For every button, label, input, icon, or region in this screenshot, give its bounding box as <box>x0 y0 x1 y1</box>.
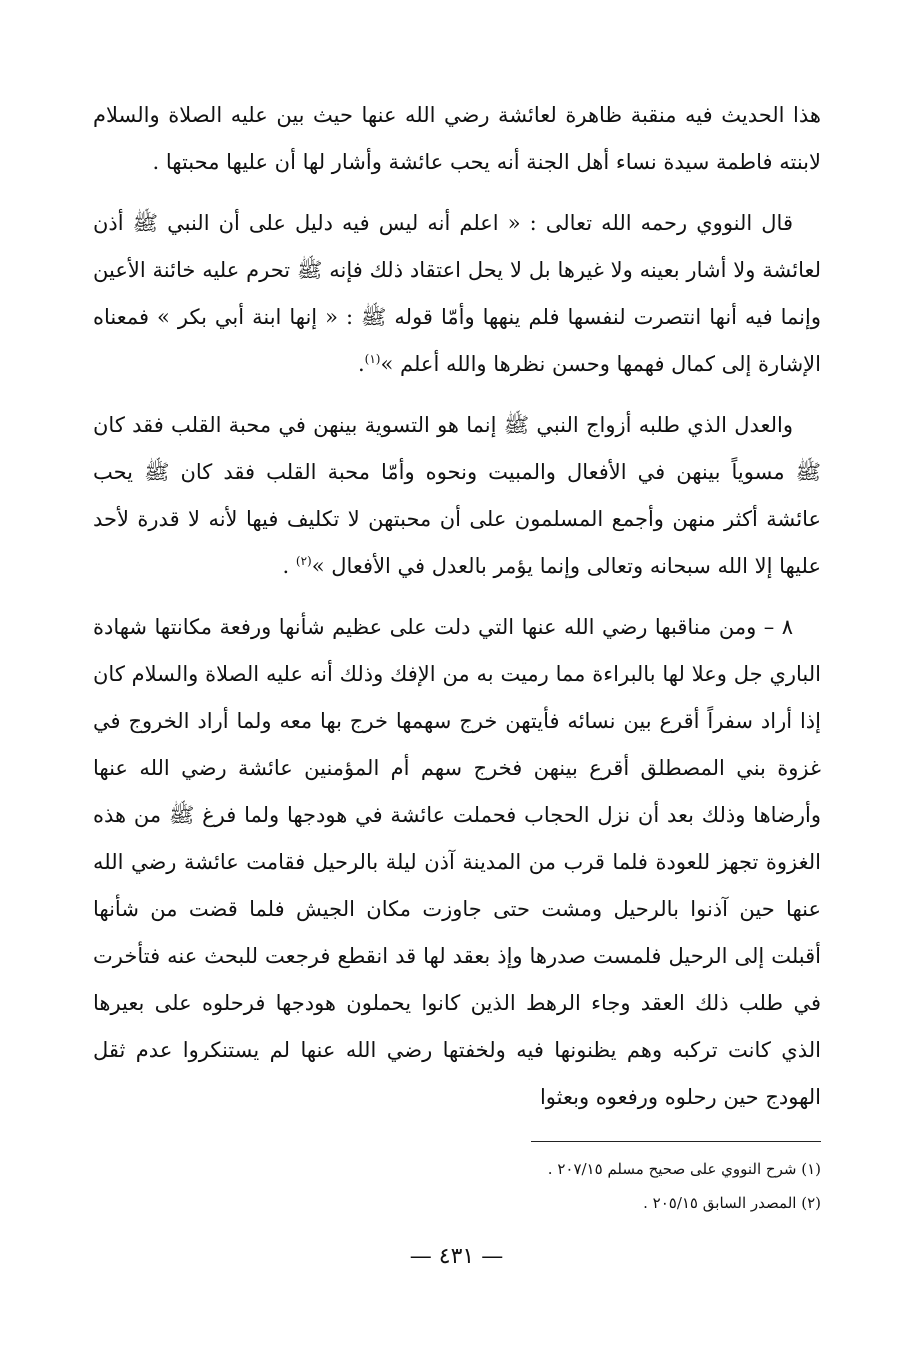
paragraph-4-text: ٨ – ومن مناقبها رضي الله عنها التي دلت على عظيم شأنها ورفعة مكانتها شهادة الباري جل وعلا لها بالبراءة مما رميت به من الإفك وذلك أنه عليه الصلاة والسلام كان إذا أراد سفراً أقرع بين نسائه فأيتهن خرج سهمها خرج بها معه ولما أراد الخروج في غزوة بني المصطلق أقرع بينهن فخرج سهم أم المؤمنين عائشة رضي الله عنها وأرضاها وذلك بعد أن نزل الحجاب فحملت عائشة في هودجها ولما فرغ ﷺ من هذه الغزوة تجهز للعودة فلما قرب من المدينة آذن ليلة بالرحيل فقامت عائشة رضي الله عنها حين آذنوا بالرحيل ومشت حتى جاوزت مكان الجيش فلما قضت من شأنها أقبلت إلى الرحيل فلمست صدرها وإذ بعقد لها قد انقطع فرجعت للبحث عنه فتأخرت في طلب ذلك العقد وجاء الرهط الذين كانوا يحملون هودجها فرحلوه على بعيرها الذي كانت تركبه وهم يظنونها فيه ولخفتها رضي الله عنها لم يستنكروا عدم ثقل الهودج حين رحلوه ورفعوه وبعثوا <box>93 615 821 1109</box>
footnotes <box>93 1152 821 1220</box>
paragraph-1-text: هذا الحديث فيه منقبة ظاهرة لعائشة رضي الله عنها حيث بين عليه الصلاة والسلام لابنته فاطمة سيدة نساء أهل الجنة أنه يحب عائشة وأشار لها أن عليها محبتها . <box>93 103 821 174</box>
footnote-1: (١) شرح النووي على صحيح مسلم ٢٠٧/١٥ . <box>547 1160 821 1178</box>
paragraph-4 <box>93 604 821 1121</box>
paragraph-gap <box>93 388 821 402</box>
footnote-ref-1: (١) <box>364 352 381 366</box>
paragraph-3 <box>93 402 821 590</box>
paragraph-gap <box>93 590 821 604</box>
paragraph-2-text: قال النووي رحمه الله تعالى : « اعلم أنه ليس فيه دليل على أن النبي ﷺ أذن لعائشة ولا أشار بعينه ولا غيرها بل لا يحل اعتقاد ذلك فإنه ﷺ تحرم عليه خائنة الأعين وإنما فيه أنها انتصرت لنفسها فلم ينهها وأمّا قوله ﷺ : « إنها ابنة أبي بكر » فمعناه الإشارة إلى كمال فهمها وحسن نظرها والله أعلم » <box>93 211 821 376</box>
footnote-ref-2: (٢) <box>295 554 312 568</box>
main-text <box>93 92 821 1121</box>
paragraph-3-text: والعدل الذي طلبه أزواج النبي ﷺ إنما هو التسوية بينهن في محبة القلب فقد كان ﷺ مسوياً بينهن في الأفعال والمبيت ونحوه وأمّا محبة القلب فقد كان ﷺ يحب عائشة أكثر منهن وأجمع المسلمون على أن محبتهن لا تكليف فيها لأنه لا قدرة لأحد عليها إلا الله سبحانه وتعالى وإنما يؤمر بالعدل في الأفعال » <box>93 413 821 578</box>
paragraph-3-tail: . <box>282 554 296 578</box>
footnote-divider <box>531 1141 821 1142</box>
footnote-2: (٢) المصدر السابق ٢٠٥/١٥ . <box>643 1194 821 1212</box>
page-number: — ٤٣١ — <box>409 1244 504 1269</box>
paragraph-2 <box>93 200 821 388</box>
paragraph-gap <box>93 186 821 200</box>
paragraph-1 <box>93 92 821 186</box>
paragraph-2-tail: . <box>357 352 365 376</box>
